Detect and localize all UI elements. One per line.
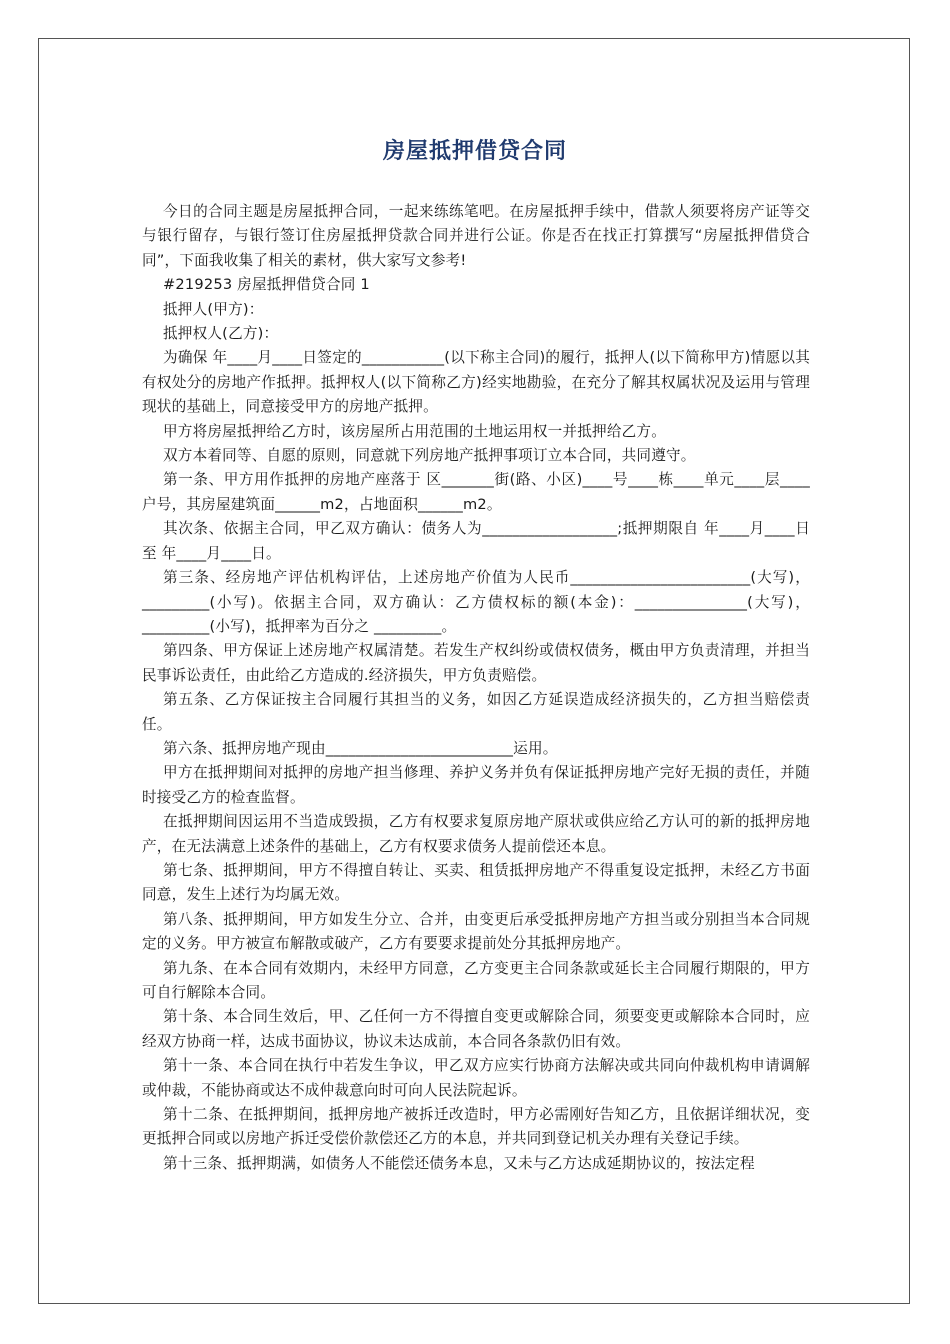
paragraph: 双方本着同等、自愿的原则，同意就下列房地产抵押事项订立本合同，共同遵守。: [163, 447, 696, 465]
paragraph: 第八条、抵押期间，甲方如发生分立、合并，由变更后承受抵押房地产方担当或分别担当本合同规定的义务。甲方被宣布解散或破产，乙方有要要求提前处分其抵押房地产。: [142, 910, 810, 953]
paragraph: 第六条、抵押房地产现由_________________________运用。: [163, 739, 558, 757]
paragraph: 第三条、经房地产评估机构评估，上述房地产价值为人民币________________________(大写)，_________(小写)。依据主合同，双方确认：乙方债权标的额(本金)：_______________(大写)，_________(小写)，抵押率为百分之 _________。: [142, 569, 810, 635]
paragraph: 抵押人(甲方)：: [163, 300, 264, 318]
document-body: [142, 200, 810, 1176]
paragraph: 抵押权人(乙方)：: [163, 325, 279, 343]
paragraph: 甲方在抵押期间对抵押的房地产担当修理、养护义务并负有保证抵押房地产完好无损的责任，并随时接受乙方的检查监督。: [142, 764, 810, 806]
paragraph: 第五条、乙方保证按主合同履行其担当的义务，如因乙方延误造成经济损失的，乙方担当赔偿责任。: [142, 691, 810, 733]
paragraph: 第十二条、在抵押期间，抵押房地产被拆迁改造时，甲方必需刚好告知乙方，且依据详细状况，变更抵押合同或以房地产拆迁受偿价款偿还乙方的本息，并共同到登记机关办理有关登记手续。: [142, 1106, 810, 1148]
paragraph: 在抵押期间因运用不当造成毁损，乙方有权要求复原房地产原状或供应给乙方认可的新的抵押房地产，在无法满意上述条件的基础上，乙方有权要求债务人提前偿还本息。: [142, 813, 810, 855]
paragraph: 甲方将房屋抵押给乙方时，该房屋所占用范围的土地运用权一并抵押给乙方。: [163, 422, 666, 440]
paragraph: 第十三条、抵押期满，如债务人不能偿还债务本息，又未与乙方达成延期协议的，按法定程: [163, 1154, 755, 1172]
paragraph: 第一条、甲方用作抵押的房地产座落于 区_______街(路、小区)____号____栋____单元____层____户号，其房屋建筑面______m2，占地面积______m2。: [142, 471, 810, 513]
paragraph: 第十一条、本合同在执行中若发生争议，甲乙双方应实行协商方法解决或共同向仲裁机构申请调解或仲裁，不能协商或达不成仲裁意向时可向人民法院起诉。: [142, 1057, 810, 1099]
paragraph: 其次条、依据主合同，甲乙双方确认：债务人为__________________;抵押期限自 年____月____日至 年____月____日。: [142, 520, 810, 562]
paragraph: 第九条、在本合同有效期内，未经甲方同意，乙方变更主合同条款或延长主合同履行期限的，甲方可自行解除本合同。: [142, 959, 810, 1001]
paragraph: 今日的合同主题是房屋抵押合同，一起来练练笔吧。在房屋抵押手续中，借款人须要将房产证等交与银行留存，与银行签订住房屋抵押贷款合同并进行公证。你是否在找正打算撰写“房屋抵押借贷合同”，下面我收集了相关的素材，供大家写文参考!: [142, 203, 810, 269]
paragraph: 为确保 年____月____日签定的___________(以下称主合同)的履行，抵押人(以下简称甲方)情愿以其有权处分的房地产作抵押。抵押权人(以下简称乙方)经实地勘验，在充分了解其权属状况及运用与管理现状的基础上，同意接受甲方的房地产抵押。: [142, 349, 810, 416]
paragraph: #219253 房屋抵押借贷合同 1: [163, 276, 370, 294]
paragraph: 第四条、甲方保证上述房地产权属清楚。若发生产权纠纷或债权债务，概由甲方负责清理，并担当民事诉讼责任，由此给乙方造成的.经济损失，甲方负责赔偿。: [142, 642, 810, 684]
paragraph: 第十条、本合同生效后，甲、乙任何一方不得擅自变更或解除合同，须要变更或解除本合同时，应经双方协商一样，达成书面协议，协议未达成前，本合同各条款仍旧有效。: [142, 1008, 810, 1050]
paragraph: 第七条、抵押期间，甲方不得擅自转让、买卖、租赁抵押房地产不得重复设定抵押，未经乙方书面同意，发生上述行为均属无效。: [142, 861, 810, 904]
document-title: 房屋抵押借贷合同: [382, 139, 567, 164]
